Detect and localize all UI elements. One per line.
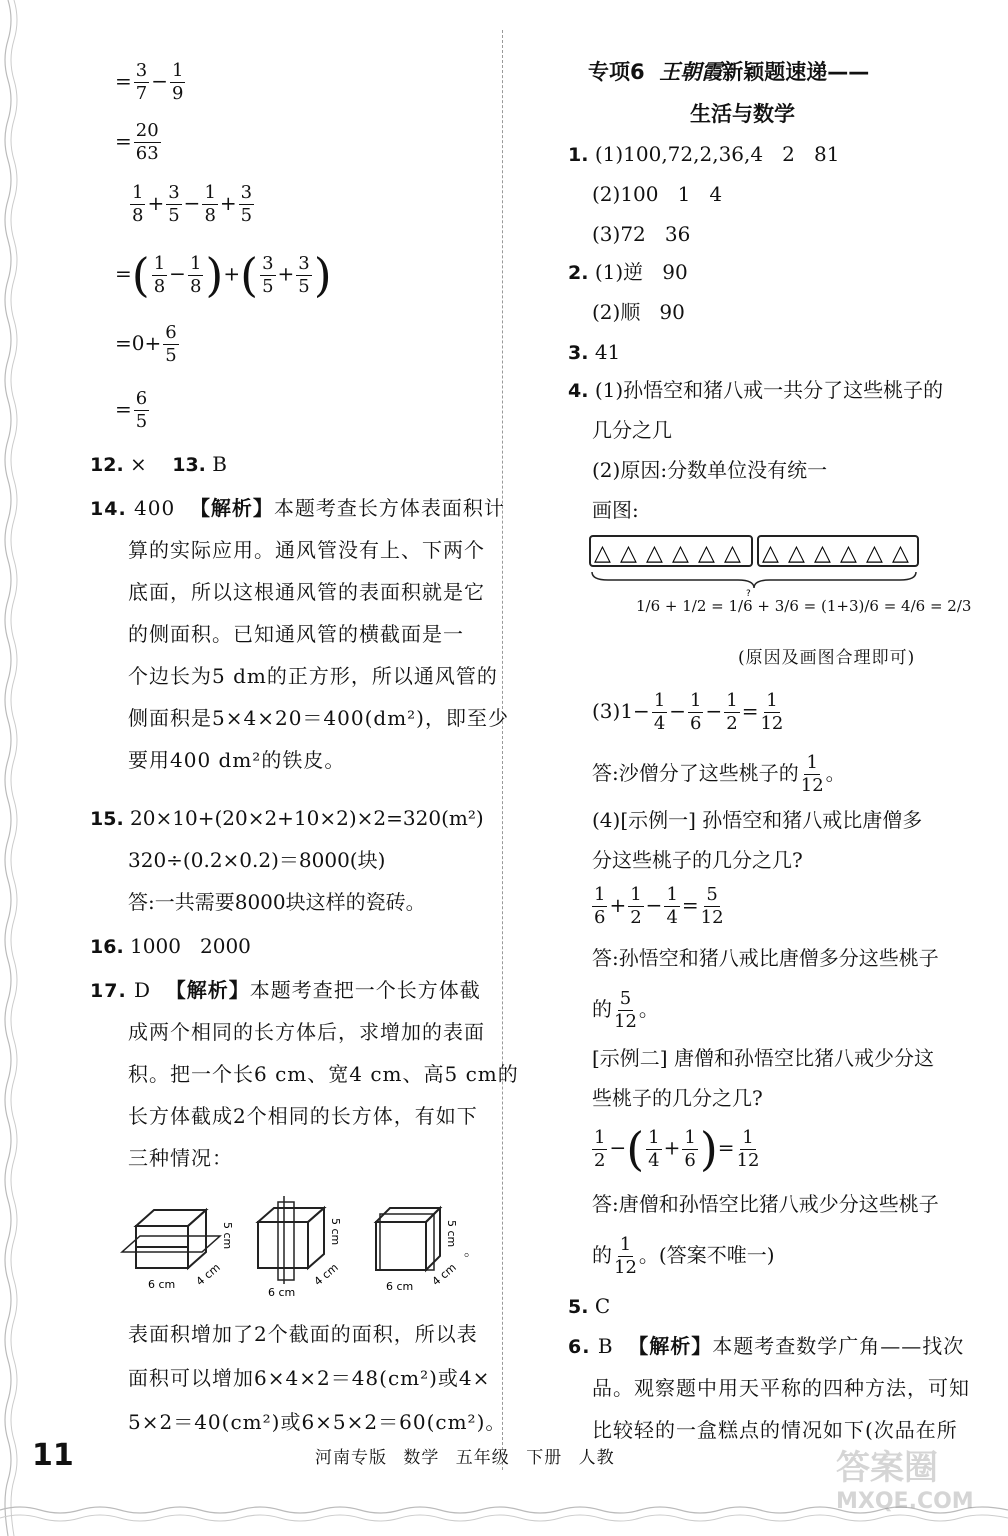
text: 的: [592, 997, 612, 1021]
question-number: 2.: [568, 262, 589, 284]
brace-question-mark: ?: [746, 589, 751, 598]
denominator: 8: [153, 275, 166, 297]
numerator: 1: [132, 182, 144, 203]
denominator: 4: [666, 907, 678, 928]
text: 本题考查长方体表面积计: [273, 496, 505, 520]
peach-share-diagram: [588, 532, 928, 598]
numerator: 1: [742, 1126, 754, 1148]
numerator: 1: [726, 690, 738, 711]
fraction: [296, 253, 311, 298]
denominator: 5: [298, 275, 310, 297]
operator: +: [609, 893, 627, 917]
calc-line-3: [128, 182, 256, 227]
operator: +: [277, 261, 295, 286]
fraction: [614, 1234, 637, 1279]
denominator: 6: [594, 907, 606, 928]
fraction: [724, 690, 739, 735]
cuboid-cut-figures: [118, 1196, 478, 1306]
fraction: [260, 253, 275, 298]
denominator: 4: [653, 713, 666, 734]
label-5cm: 5 cm: [445, 1220, 458, 1248]
triangle-icon: △: [788, 541, 805, 566]
analysis-tag: 【解析】: [165, 978, 250, 1002]
label-4cm: 4 cm: [429, 1260, 459, 1289]
q4-line-2: 几分之几: [592, 418, 672, 442]
denominator: 8: [204, 205, 216, 226]
question-number: 16.: [90, 936, 124, 958]
page-number: 11: [32, 1438, 74, 1473]
q14-line-4: 的侧面积。已知通风管的横截面是一: [128, 622, 464, 646]
triangle-icon: △: [814, 541, 831, 566]
fraction: [646, 1127, 661, 1172]
answer: 1000 2000: [130, 934, 251, 958]
calc-line-4: [115, 248, 332, 302]
right-paren: ): [313, 248, 332, 302]
section-label: 专项6: [588, 60, 645, 84]
q1-line-2: (2)100 1 4: [592, 182, 723, 206]
q4-part4-answer-2: [592, 988, 659, 1033]
calc-line-5: [115, 322, 181, 367]
q14-line-1: [90, 496, 505, 521]
q14-line-5: 个边长为5 dm的正方形，所以通风管的: [128, 664, 498, 688]
operator: −: [151, 69, 168, 93]
q2-line-2: (2)顺 90: [592, 300, 685, 324]
question-number: 17.: [90, 980, 127, 1002]
numerator: 1: [594, 1126, 606, 1148]
question-number: 3.: [568, 342, 589, 364]
text: 。: [638, 997, 659, 1021]
numerator: 5: [619, 988, 632, 1009]
label-6cm: 6 cm: [148, 1278, 176, 1291]
denominator: 12: [700, 907, 724, 928]
denominator: 5: [135, 411, 148, 432]
q4-part3-equation: [592, 690, 785, 735]
q15-line-1: [90, 806, 484, 831]
section-subtitle: 生活与数学: [690, 102, 795, 126]
denominator: 2: [726, 713, 738, 734]
question-number: 13.: [172, 454, 206, 476]
denominator: 5: [168, 205, 180, 226]
answer: ×: [130, 452, 147, 476]
denominator: 5: [262, 275, 274, 297]
q12-13-line: [90, 452, 227, 477]
footer-text: 河南专版 数学 五年级 下册 人教: [315, 1448, 615, 1468]
triangle-icon: △: [594, 541, 611, 566]
numerator: 1: [619, 1234, 632, 1255]
section-title: [588, 60, 869, 84]
equals-sign: =: [115, 261, 132, 286]
operator: −: [669, 699, 687, 723]
triangle-icon: △: [672, 541, 689, 566]
fraction: [652, 690, 667, 735]
operator: −: [609, 1135, 627, 1160]
fraction: [592, 1127, 607, 1172]
left-wavy-border: [0, 0, 22, 1536]
fraction: [701, 884, 724, 929]
q17-line-8: 5×2＝40(cm²)或6×5×2＝60(cm²)。: [128, 1410, 507, 1434]
denominator: 12: [614, 1257, 637, 1278]
q15-line-2: 320÷(0.2×0.2)＝8000(块): [128, 848, 386, 872]
operator: +: [219, 191, 237, 215]
answer: B: [212, 452, 227, 476]
answer: 41: [594, 340, 621, 364]
text: 答:沙僧分了这些桃子的: [592, 761, 799, 785]
text: 本题考查把一个长方体截: [249, 978, 481, 1002]
denominator: 12: [614, 1011, 637, 1032]
fraction: [239, 182, 254, 227]
fraction: [163, 322, 178, 367]
section-heading: 新颖题速递——: [722, 60, 870, 84]
numerator: 1: [594, 884, 606, 905]
q4-example2-answer-1: 答:唐僧和孙悟空比猪八戒少分这些桃子: [592, 1192, 939, 1216]
q4-diagram-equation: 1/6 + 1/2 = 1/6 + 3/6 = (1+3)/6 = 4/6 = 2/3: [636, 597, 972, 615]
q17-line-4: 长方体截成2个相同的长方体，有如下: [128, 1104, 478, 1128]
cuboid-figure-3: [376, 1208, 440, 1270]
text: (1)逆 90: [594, 260, 688, 284]
equals-sign: =: [741, 699, 759, 723]
q17-line-3: 积。把一个长6 cm、宽4 cm、高5 cm的: [128, 1062, 519, 1086]
fraction: [614, 988, 637, 1033]
numerator: 1: [153, 252, 166, 274]
q14-line-7: 要用400 dm²的铁皮。: [128, 748, 346, 772]
numerator: 6: [135, 388, 148, 409]
q17-line-1: [90, 978, 481, 1003]
analysis-tag: 【解析】: [628, 1334, 713, 1358]
fraction: [760, 690, 783, 735]
denominator: 7: [135, 83, 148, 104]
operator: −: [705, 699, 723, 723]
q4-part4-line-1: (4)[示例一] 孙悟空和猪八戒比唐僧多: [592, 808, 923, 832]
calc-line-1: [115, 60, 187, 105]
analysis-tag: 【解析】: [189, 496, 274, 520]
q17-line-7: 面积可以增加6×4×2＝48(cm²)或4×: [128, 1366, 491, 1390]
denominator: 9: [171, 83, 184, 104]
numerator: 1: [653, 690, 666, 711]
numerator: 1: [690, 690, 702, 711]
label-5cm: 5 cm: [221, 1222, 234, 1250]
cuboid-figure-1: [122, 1210, 220, 1268]
q4-example2-answer-2: [592, 1234, 775, 1279]
denominator: 12: [800, 775, 824, 796]
q4-line-4: 画图:: [592, 498, 639, 522]
numerator: 1: [630, 884, 642, 905]
fraction: [188, 253, 203, 298]
q4-part4-line-2: 分这些桃子的几分之几?: [592, 848, 803, 872]
equals-sign: =: [717, 1135, 735, 1160]
denominator: 2: [630, 907, 642, 928]
triangle-icon: △: [646, 541, 663, 566]
brand-logo: 王朝霞: [659, 59, 723, 84]
fraction: [134, 388, 149, 433]
triangle-icon: △: [866, 541, 883, 566]
fraction: [628, 884, 643, 929]
text: (1)100,72,2,36,4 2 81: [594, 142, 840, 166]
numerator: 20: [135, 120, 159, 141]
denominator: 2: [594, 1149, 606, 1171]
fraction: [801, 752, 824, 797]
denominator: 12: [736, 1149, 760, 1171]
q17-line-2: 成两个相同的长方体后，求增加的表面: [128, 1020, 485, 1044]
fraction: [202, 182, 217, 227]
triangle-icon: △: [620, 541, 637, 566]
equals-sign: =: [115, 397, 132, 421]
answer: C: [594, 1294, 611, 1318]
denominator: 8: [132, 205, 144, 226]
denominator: 6: [684, 1149, 696, 1171]
numerator: 3: [298, 252, 310, 274]
question-number: 5.: [568, 1296, 589, 1318]
question-number: 6.: [568, 1336, 591, 1358]
q4-note: (原因及画图合理即可): [738, 648, 916, 668]
q6-line-2: 品。观察题中用天平称的四种方法，可知: [592, 1376, 970, 1400]
q17-line-6: 表面积增加了2个截面的面积，所以表: [128, 1322, 478, 1346]
q16-line: [90, 934, 251, 959]
fraction: [737, 1127, 760, 1172]
equals-sign: =: [115, 129, 132, 153]
fraction: [688, 690, 703, 735]
denominator: 8: [189, 275, 202, 297]
brace: [592, 572, 916, 588]
column-divider: [502, 30, 503, 1470]
q4-part3-answer: [592, 752, 846, 797]
numerator: 1: [171, 60, 184, 81]
q14-line-2: 算的实际应用。通风管没有上、下两个: [128, 538, 485, 562]
numerator: 3: [135, 60, 148, 81]
question-number: 14.: [90, 498, 127, 520]
q6-line-1: [568, 1334, 964, 1359]
numerator: 1: [648, 1126, 660, 1148]
expression-prefix: (3)1−: [592, 699, 650, 723]
q4-line-3: (2)原因:分数单位没有统一: [592, 458, 828, 482]
q17-line-5: 三种情况：: [128, 1146, 233, 1170]
label-6cm: 6 cm: [386, 1280, 414, 1293]
denominator: 12: [760, 713, 784, 734]
operator: −: [169, 261, 186, 286]
operator: −: [645, 893, 663, 917]
q6-line-3: 比较轻的一盒糕点的情况如下(次品在所: [592, 1418, 958, 1442]
numerator: 1: [666, 884, 678, 905]
left-paren: (: [626, 1122, 645, 1176]
operator: +: [663, 1135, 681, 1160]
fraction: [166, 182, 181, 227]
denominator: 5: [165, 345, 177, 366]
numerator: 3: [240, 182, 253, 203]
left-paren: (: [240, 248, 259, 302]
question-number: 4.: [568, 380, 589, 402]
q4-example2-line-1: [示例二] 唐僧和孙悟空比猪八戒少分这: [592, 1046, 934, 1070]
operator: −: [183, 191, 201, 215]
q3-line: [568, 340, 620, 365]
answer: B: [597, 1334, 614, 1358]
q15-line-3: 答:一共需要8000块这样的瓷砖。: [128, 890, 426, 914]
text: 的: [592, 1243, 612, 1267]
triangle-icon: △: [724, 541, 741, 566]
q4-example2-line-2: 些桃子的几分之几?: [592, 1086, 763, 1110]
q14-line-3: 底面，所以这根通风管的表面积就是它: [128, 580, 485, 604]
denominator: 5: [240, 205, 253, 226]
numerator: 5: [706, 884, 718, 905]
calc-line-6: [115, 388, 151, 433]
q1-line-3: (3)72 36: [592, 222, 691, 246]
text: 。(答案不唯一): [638, 1243, 775, 1267]
fraction: [592, 884, 607, 929]
fraction: [664, 884, 679, 929]
q4-part4-answer-1: 答:孙悟空和猪八戒比唐僧多分这些桃子: [592, 946, 939, 970]
equals-sign: =: [115, 69, 132, 93]
numerator: 1: [204, 182, 216, 203]
fraction: [134, 60, 149, 105]
right-paren: ): [699, 1122, 718, 1176]
denominator: 6: [690, 713, 702, 734]
denominator: 63: [135, 143, 159, 164]
q4-example2-equation: [590, 1122, 761, 1176]
q4-part4-equation: [590, 884, 726, 929]
text: 20×10+(20×2+10×2)×2=320(m²): [130, 806, 484, 830]
expression-prefix: =0+: [115, 331, 162, 355]
right-paren: ): [205, 248, 224, 302]
text: (1)孙悟空和猪八戒一共分了这些桃子的: [594, 378, 944, 402]
label-6cm: 6 cm: [268, 1286, 296, 1299]
watermark-logo: [836, 1448, 996, 1528]
label-5cm: 5 cm: [329, 1218, 342, 1246]
fraction: [152, 253, 167, 298]
triangle-icon: △: [762, 541, 779, 566]
fraction: [130, 182, 145, 227]
numerator: 3: [262, 252, 274, 274]
q14-line-6: 侧面积是5×4×20＝400(dm²)，即至少: [128, 706, 509, 730]
q5-line: [568, 1294, 610, 1319]
label-4cm: 4 cm: [311, 1260, 341, 1289]
fraction: [170, 60, 185, 105]
question-number: 1.: [568, 144, 589, 166]
cuboid-figure-2: [258, 1196, 324, 1284]
fraction: [682, 1127, 697, 1172]
watermark-text: 答案圈: [836, 1448, 938, 1488]
numerator: 1: [766, 690, 778, 711]
answer: D: [134, 978, 152, 1002]
equals-sign: =: [681, 893, 699, 917]
numerator: 1: [684, 1126, 696, 1148]
left-paren: (: [131, 248, 150, 302]
operator: +: [147, 191, 165, 215]
q1-line-1: [568, 142, 839, 167]
question-number: 12.: [90, 454, 124, 476]
q2-line-1: [568, 260, 688, 285]
watermark-url: MXQE.COM: [836, 1489, 974, 1514]
question-number: 15.: [90, 808, 124, 830]
text: 本题考查数学广角——找次: [712, 1334, 965, 1358]
triangle-icon: △: [840, 541, 857, 566]
denominator: 4: [648, 1149, 660, 1171]
answer: 400: [134, 496, 176, 520]
q4-line-1: [568, 378, 943, 403]
figure-period: 。: [464, 1244, 478, 1260]
numerator: 6: [165, 322, 177, 343]
text: 。: [825, 761, 846, 785]
triangle-icon: △: [892, 541, 909, 566]
numerator: 3: [168, 182, 180, 203]
fraction: [134, 120, 161, 165]
numerator: 1: [189, 252, 202, 274]
calc-line-2: [115, 120, 163, 165]
numerator: 1: [806, 752, 818, 773]
label-4cm: 4 cm: [193, 1260, 223, 1289]
operator: +: [223, 261, 241, 286]
triangle-icon: △: [698, 541, 715, 566]
